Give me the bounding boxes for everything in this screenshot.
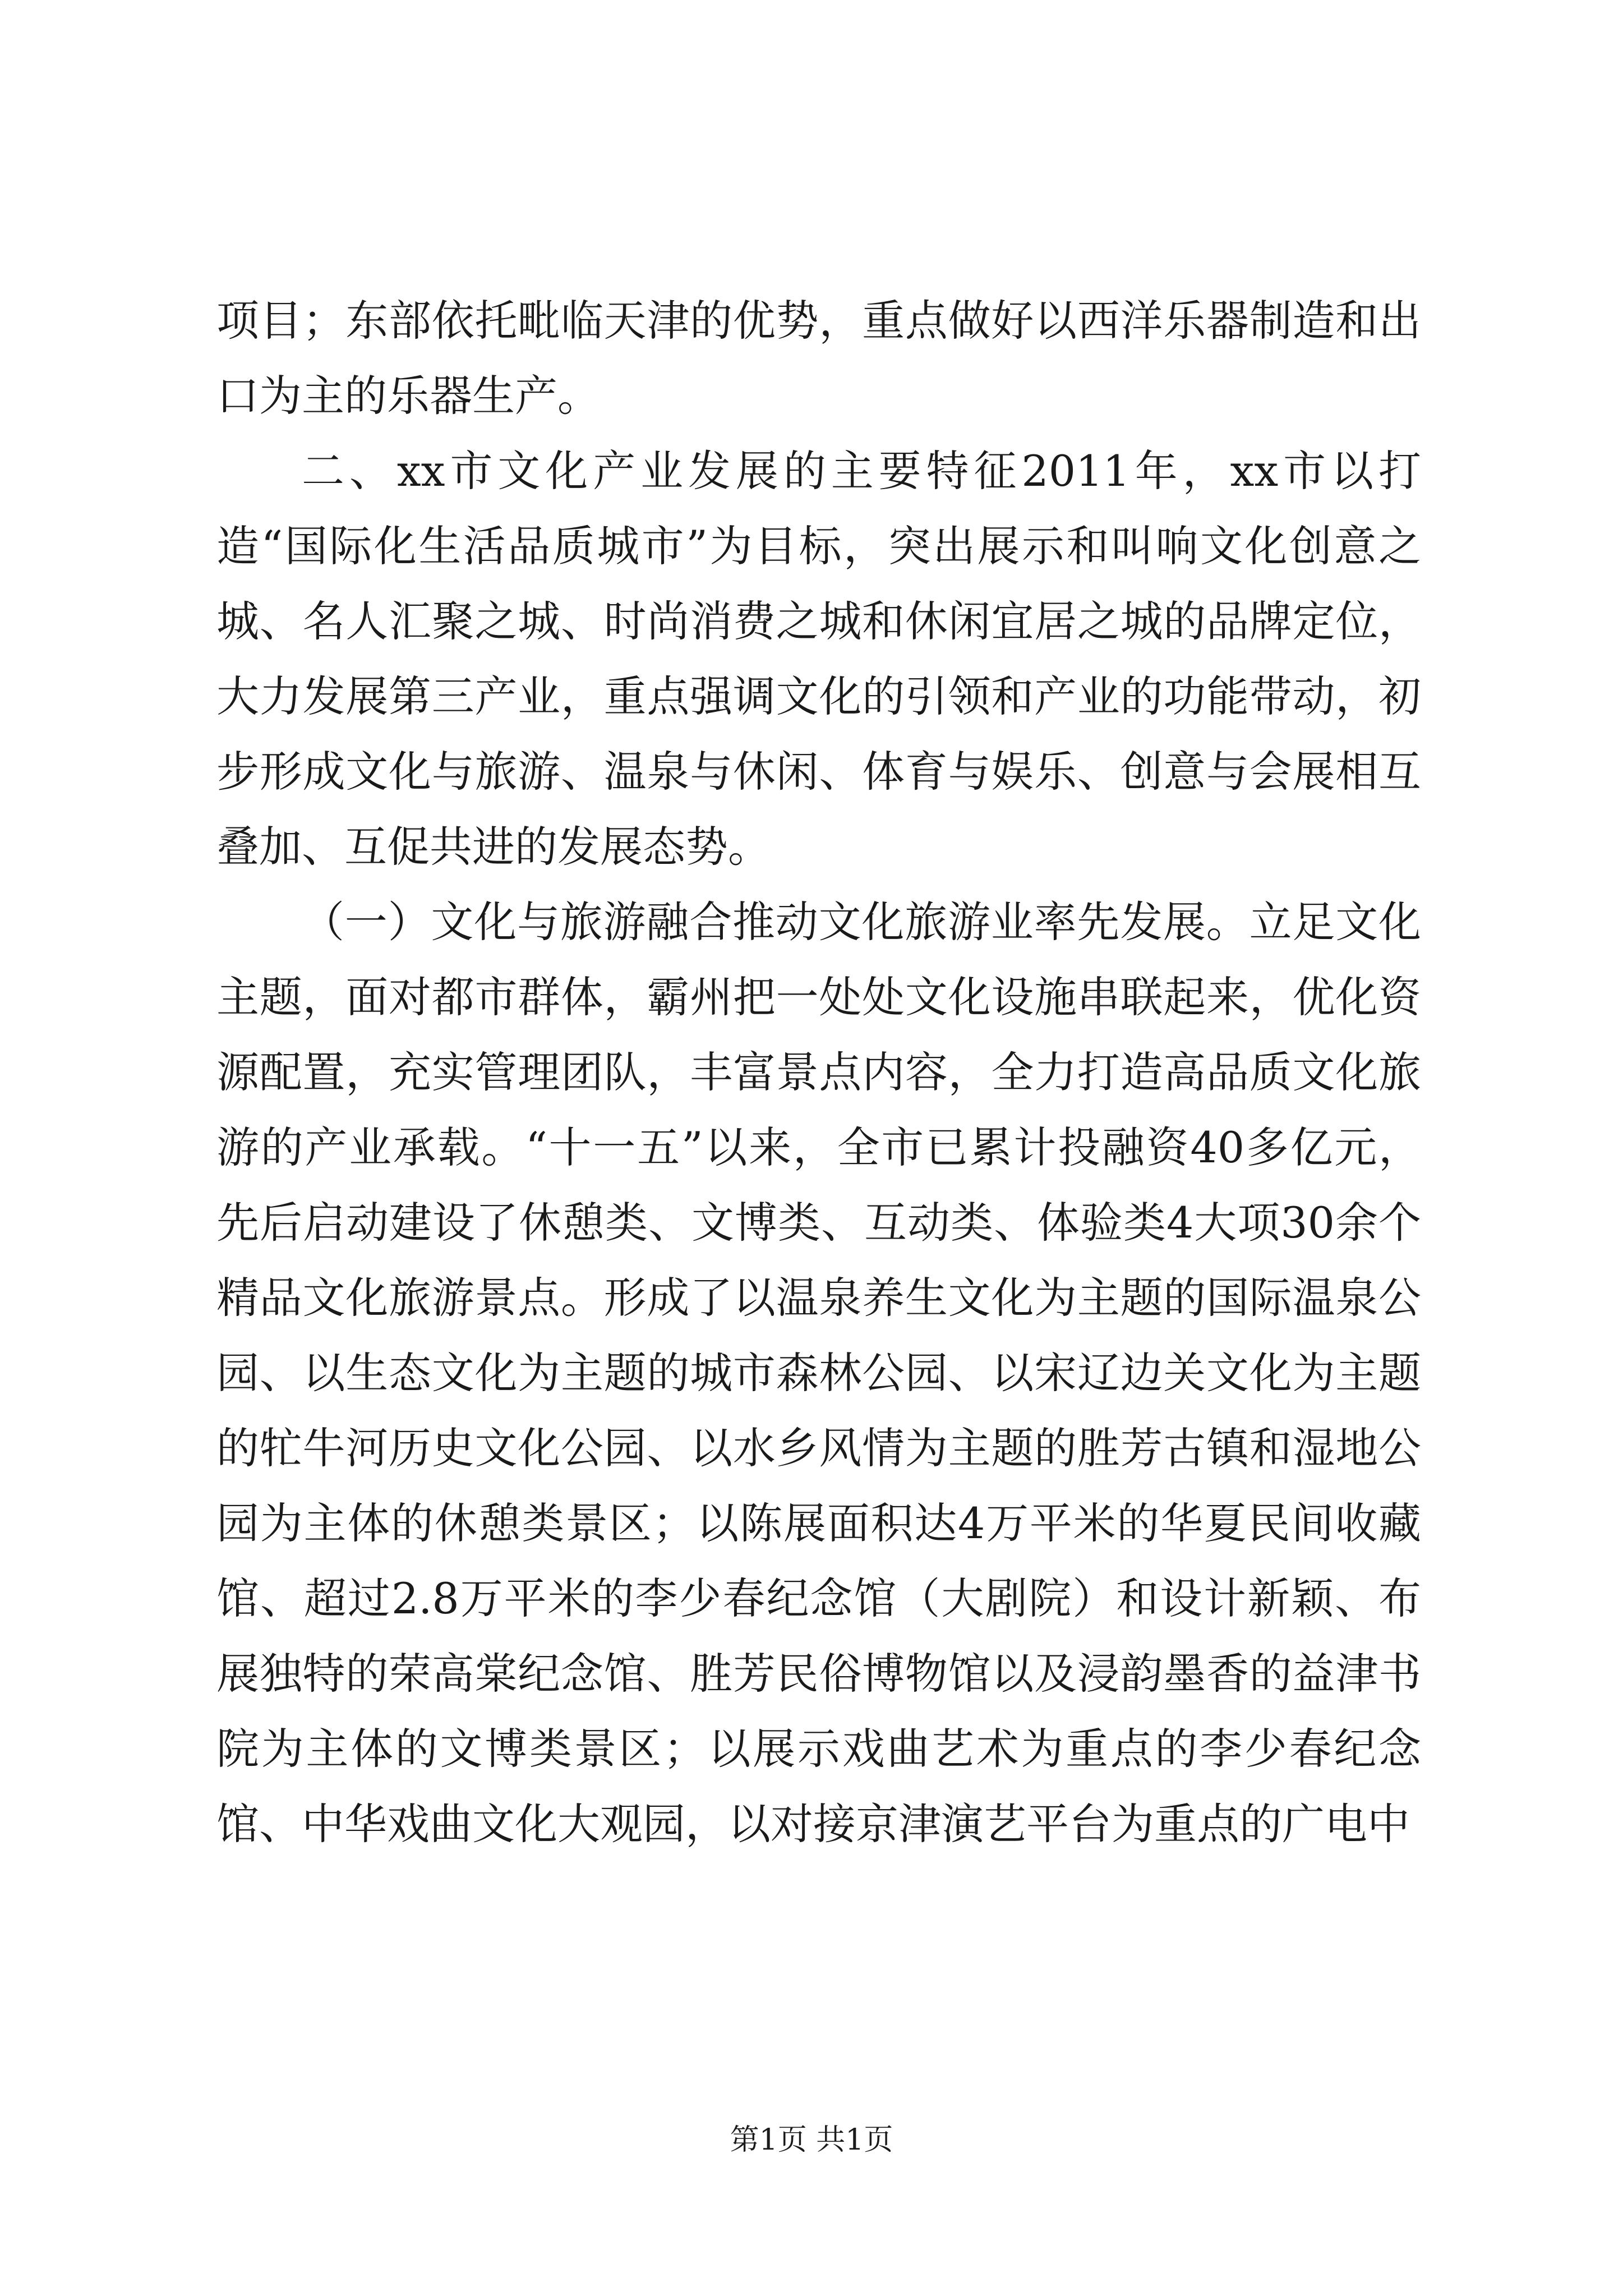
document-body <box>216 283 1421 1862</box>
paragraph-section-two: 二、xx市文化产业发展的主要特征2011年，xx市以打造“国际化生活品质城市”为目标，突出展示和叫响文化创意之城、名人汇聚之城、时尚消费之城和休闲宜居之城的品牌定位，大力发展第三产业，重点强调文化的引领和产业的功能带动，初步形成文化与旅游、温泉与休闲、体育与娱乐、创意与会展相互叠加、互促共进的发展态势。 <box>216 446 1421 872</box>
page-footer: 第1页 共1页 <box>730 2123 893 2157</box>
paragraph-continuation: 项目；东部依托毗临天津的优势，重点做好以西洋乐器制造和出口为主的乐器生产。 <box>216 296 1421 421</box>
paragraph-culture-tourism: （一）文化与旅游融合推动文化旅游业率先发展。立足文化主题，面对都市群体，霸州把一处处文化设施串联起来，优化资源配置，充实管理团队，丰富景点内容，全力打造高品质文化旅游的产业承载。“十一五”以来，全市已累计投融资40多亿元，先后启动建设了休憩类、文博类、互动类、体验类4大项30余个精品文化旅游景点。形成了以温泉养生文化为主题的国际温泉公园、以生态文化为主题的城市森林公园、以宋辽边关文化为主题的牤牛河历史文化公园、以水乡风情为主题的胜芳古镇和湿地公园为主体的休憩类景区；以陈展面积达4万平米的华夏民间收藏馆、超过2.8万平米的李少春纪念馆（大剧院）和设计新颖、布展独特的荣高棠纪念馆、胜芳民俗博物馆以及浸韵墨香的益津书院为主体的文博类景区；以展示戏曲艺术为重点的李少春纪念馆、中华戏曲文化大观园，以对接京津演艺平台为重点的广电中 <box>216 897 1421 1849</box>
